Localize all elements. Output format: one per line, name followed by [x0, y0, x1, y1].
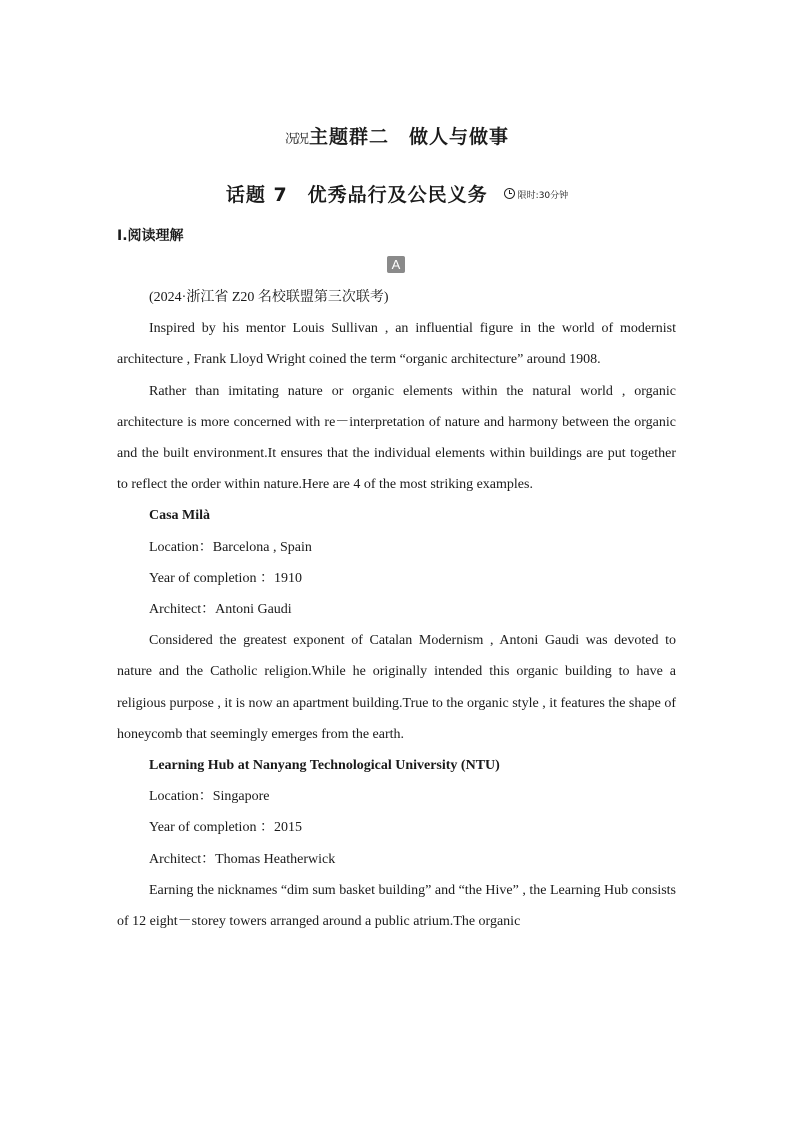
theme-title-text: 主题群二 做人与做事	[309, 126, 510, 148]
theme-title	[0, 122, 794, 149]
passage-source: (2024·浙江省 Z20 名校联盟第三次联考)	[149, 290, 389, 305]
example-title-learning-hub: Learning Hub at Nanyang Technological University (NTU)	[149, 758, 500, 774]
example-architect: Architect：Antoni Gaudi	[149, 602, 292, 618]
section-heading: Ⅰ.阅读理解	[117, 228, 184, 244]
paragraph-intro: Inspired by his mentor Louis Sullivan , an influential figure in the world of modernist architecture , Frank Lloyd Wright coined the term “organic architecture” around 1908.	[117, 321, 676, 368]
time-limit	[504, 191, 569, 201]
topic-title-row	[0, 180, 794, 207]
example-title-casa-mila: Casa Milà	[149, 508, 211, 524]
example-description: Earning the nicknames “dim sum basket building” and “the Hive” , the Learning Hub consists of 12 eight－storey towers arranged around a public atrium.The organic	[117, 882, 676, 930]
example-year: Year of completion ：2015	[149, 820, 302, 836]
example-location: Location：Barcelona , Spain	[149, 539, 312, 555]
clock-icon	[504, 188, 515, 199]
passage-label-badge: A	[387, 256, 405, 273]
time-limit-text: 限时:30分钟	[517, 191, 569, 201]
example-year: Year of completion ：1910	[149, 570, 302, 586]
example-location: Location：Singapore	[149, 789, 270, 805]
theme-prefix: 况况	[284, 132, 307, 147]
paragraph-definition: Rather than imitating nature or organic elements within the natural world , organic architecture is more concerned with re－interpretation of nature and harmony between the organic and the built environment.It ensures that the individual elements within buildings are put together to reflect the order within nature.Here are 4 of the most striking examples.	[117, 383, 676, 493]
passage-body	[117, 282, 676, 937]
topic-title: 话题 7 优秀品行及公民义务	[225, 184, 488, 206]
example-description: Considered the greatest exponent of Catalan Modernism , Antoni Gaudi was devoted to nature and the Catholic religion.While he originally intended this organic building to have a religious purpose , it is now an apartment building.True to the organic style , it features the shape of honeycomb that seemingly emerges from the earth.	[117, 633, 676, 742]
example-architect: Architect：Thomas Heatherwick	[149, 851, 336, 867]
